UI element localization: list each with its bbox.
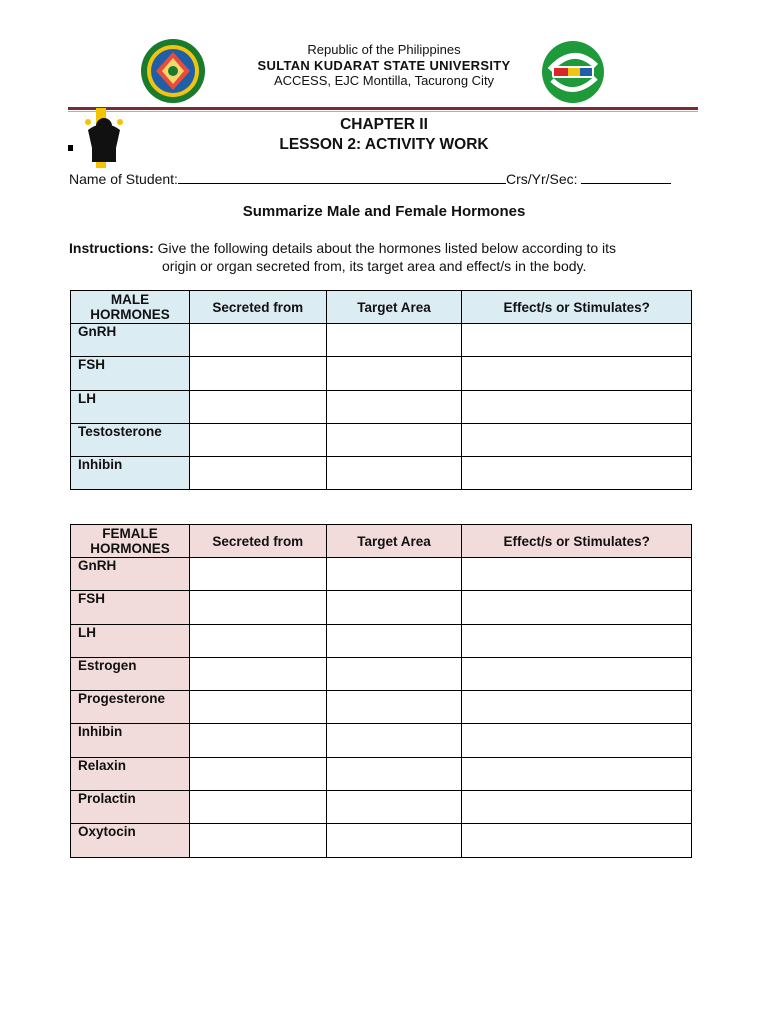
target-area-cell[interactable] <box>326 624 462 657</box>
chapter-heading <box>0 115 768 155</box>
target-area-cell[interactable] <box>326 457 462 490</box>
table-row <box>71 423 692 456</box>
document-header <box>0 38 768 108</box>
instructions-block <box>69 239 699 275</box>
effects-cell[interactable] <box>462 791 692 824</box>
secreted-from-cell[interactable] <box>189 757 326 790</box>
column-header-effects: Effect/s or Stimulates? <box>462 291 692 324</box>
hormone-name-cell: Testosterone <box>71 423 190 456</box>
column-header-secreted-from: Secreted from <box>189 525 326 558</box>
secreted-from-cell[interactable] <box>189 390 326 423</box>
hormone-name-cell: Inhibin <box>71 724 190 757</box>
effects-cell[interactable] <box>462 423 692 456</box>
target-area-cell[interactable] <box>326 558 462 591</box>
name-label: Name of Student: <box>69 171 178 187</box>
hormone-name-cell: Relaxin <box>71 757 190 790</box>
hormone-name-cell: Inhibin <box>71 457 190 490</box>
student-info-line <box>69 170 671 187</box>
male-table-header-row <box>71 291 692 324</box>
target-area-cell[interactable] <box>326 357 462 390</box>
table-row <box>71 657 692 690</box>
target-area-cell[interactable] <box>326 791 462 824</box>
lesson-title: LESSON 2: ACTIVITY WORK <box>279 136 489 153</box>
effects-cell[interactable] <box>462 558 692 591</box>
effects-cell[interactable] <box>462 390 692 423</box>
secreted-from-cell[interactable] <box>189 324 326 357</box>
table-row <box>71 457 692 490</box>
instructions-label: Instructions: <box>69 240 154 256</box>
effects-cell[interactable] <box>462 657 692 690</box>
instructions-line2: origin or organ secreted from, its target area and effect/s in the body. <box>162 258 587 274</box>
secreted-from-cell[interactable] <box>189 657 326 690</box>
table-row <box>71 390 692 423</box>
hormone-name-cell: Progesterone <box>71 691 190 724</box>
female-header-line1: FEMALE <box>102 526 158 541</box>
target-area-cell[interactable] <box>326 657 462 690</box>
target-area-cell[interactable] <box>326 591 462 624</box>
column-header-effects: Effect/s or Stimulates? <box>462 525 692 558</box>
female-header-line2: HORMONES <box>90 541 170 556</box>
effects-cell[interactable] <box>462 324 692 357</box>
summary-title: Summarize Male and Female Hormones <box>242 203 526 220</box>
male-header-line2: HORMONES <box>90 307 170 322</box>
female-hormones-table <box>70 524 692 858</box>
effects-cell[interactable] <box>462 457 692 490</box>
section-label: Crs/Yr/Sec: <box>505 171 578 187</box>
header-rule <box>68 107 698 110</box>
table-row <box>71 791 692 824</box>
secreted-from-cell[interactable] <box>189 357 326 390</box>
table-row <box>71 591 692 624</box>
target-area-cell[interactable] <box>326 390 462 423</box>
target-area-cell[interactable] <box>326 324 462 357</box>
hormone-name-cell: GnRH <box>71 324 190 357</box>
effects-cell[interactable] <box>462 691 692 724</box>
header-rule-thin <box>68 111 698 112</box>
column-header-secreted-from: Secreted from <box>189 291 326 324</box>
hormone-name-cell: FSH <box>71 357 190 390</box>
hormone-name-cell: LH <box>71 624 190 657</box>
secreted-from-cell[interactable] <box>189 591 326 624</box>
female-table-header-row <box>71 525 692 558</box>
header-campus: ACCESS, EJC Montilla, Tacurong City <box>273 73 495 88</box>
male-hormones-table <box>70 290 692 490</box>
hormone-name-cell: Oxytocin <box>71 824 190 857</box>
target-area-cell[interactable] <box>326 824 462 857</box>
target-area-cell[interactable] <box>326 423 462 456</box>
effects-cell[interactable] <box>462 624 692 657</box>
table-row <box>71 324 692 357</box>
table-row <box>71 558 692 591</box>
table-row <box>71 357 692 390</box>
table-row <box>71 757 692 790</box>
secreted-from-cell[interactable] <box>189 423 326 456</box>
campus-logo-icon <box>540 40 606 104</box>
female-hormones-header <box>71 525 190 558</box>
secreted-from-cell[interactable] <box>189 791 326 824</box>
male-hormones-header <box>71 291 190 324</box>
hormone-name-cell: FSH <box>71 591 190 624</box>
effects-cell[interactable] <box>462 591 692 624</box>
secreted-from-cell[interactable] <box>189 457 326 490</box>
table-row <box>71 824 692 857</box>
effects-cell[interactable] <box>462 724 692 757</box>
secreted-from-cell[interactable] <box>189 724 326 757</box>
target-area-cell[interactable] <box>326 724 462 757</box>
column-header-target-area: Target Area <box>326 525 462 558</box>
hormone-name-cell: LH <box>71 390 190 423</box>
hormone-name-cell: Estrogen <box>71 657 190 690</box>
secreted-from-cell[interactable] <box>189 624 326 657</box>
header-republic: Republic of the Philippines <box>307 42 461 57</box>
secreted-from-cell[interactable] <box>189 691 326 724</box>
table-row <box>71 624 692 657</box>
chapter-title: CHAPTER II <box>340 116 428 133</box>
name-field[interactable] <box>178 170 506 184</box>
target-area-cell[interactable] <box>326 757 462 790</box>
effects-cell[interactable] <box>462 757 692 790</box>
hormone-name-cell: Prolactin <box>71 791 190 824</box>
section-field[interactable] <box>581 170 671 184</box>
secreted-from-cell[interactable] <box>189 558 326 591</box>
instructions-line1: Give the following details about the hormones listed below according to its <box>153 240 617 256</box>
header-text-block <box>0 42 768 89</box>
effects-cell[interactable] <box>462 824 692 857</box>
table-row <box>71 724 692 757</box>
target-area-cell[interactable] <box>326 691 462 724</box>
male-header-line1: MALE <box>110 292 150 307</box>
header-university: SULTAN KUDARAT STATE UNIVERSITY <box>257 57 511 73</box>
secreted-from-cell[interactable] <box>189 824 326 857</box>
effects-cell[interactable] <box>462 357 692 390</box>
column-header-target-area: Target Area <box>326 291 462 324</box>
hormone-name-cell: GnRH <box>71 558 190 591</box>
table-row <box>71 691 692 724</box>
